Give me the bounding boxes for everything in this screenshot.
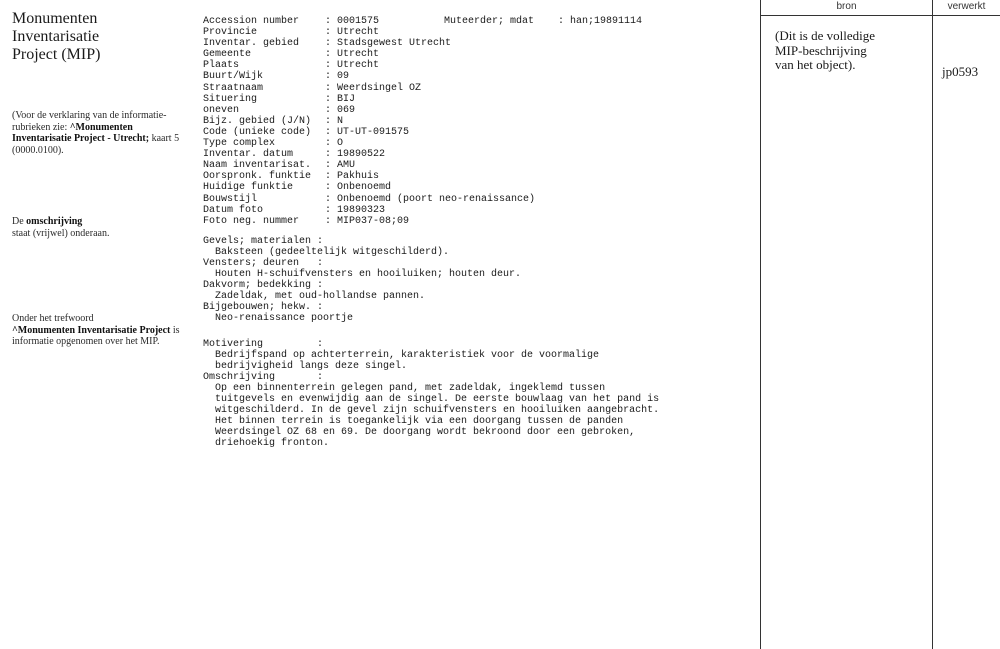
- field-value: : Onbenoemd (poort neo-renaissance): [325, 193, 536, 205]
- record-field-row: [203, 127, 753, 138]
- field-value: : N: [325, 115, 344, 127]
- note-keyword: omschrijving: [26, 216, 83, 227]
- field-label: Code (unieke code): [203, 126, 312, 138]
- note-reference: ^Monumenten Inventarisatie Project - Utrecht;: [12, 121, 150, 144]
- table-border-left: [760, 0, 761, 649]
- field-label: Situering: [203, 93, 258, 105]
- field-label: Foto neg. nummer: [203, 215, 300, 227]
- record-field-row: [203, 38, 753, 49]
- section-heading: Omschrijving :: [203, 371, 324, 383]
- record-field-row: [203, 171, 753, 182]
- omschrijving-line: witgeschilderd. In de gevel zijn schuifvensters en hooiluiken aangebracht.: [215, 405, 660, 417]
- omschrijving-line: Op een binnenterrein gelegen pand, met zadeldak, ingeklemd tussen: [215, 382, 606, 394]
- verwerkt-header: verwerkt: [947, 1, 986, 12]
- field-label: Straatnaam: [203, 82, 264, 94]
- note-trefwoord: [12, 313, 187, 348]
- omschrijving-line: Het binnen terrein is toegankelijk via een doorgang tussen de panden: [215, 416, 624, 428]
- field-label: Bouwstijl: [203, 193, 258, 205]
- section-heading: Motivering :: [203, 338, 324, 350]
- field-value: : Utrecht: [325, 49, 380, 61]
- field-label: Naam inventarisat.: [203, 160, 312, 172]
- field-value: : Utrecht: [325, 27, 380, 39]
- verwerkt-cell: jp0593: [942, 64, 979, 79]
- record-field-row: [203, 94, 753, 105]
- note-text: kaart 5 (0000.0100).: [12, 133, 180, 156]
- record-field-row: [203, 160, 753, 171]
- field-label: Huidige funktie: [203, 182, 294, 194]
- bron-line: van het object).: [775, 57, 856, 72]
- note-reference: ^Monumenten Inventarisatie Project: [12, 324, 171, 336]
- field-label: Bijz. gebied (J/N): [203, 115, 312, 127]
- record-field-row: [203, 182, 753, 193]
- note-text: De: [12, 216, 24, 227]
- field-value: : MIP037-08;09: [325, 215, 410, 227]
- record-field-row: [203, 205, 753, 216]
- field-label: Oorspronk. funktie: [203, 171, 312, 183]
- table-border-middle: [932, 0, 933, 649]
- field-value: : Pakhuis: [325, 171, 380, 183]
- field-label: Type complex: [203, 138, 276, 150]
- section-value: Baksteen (gedeeltelijk witgeschilderd).: [215, 246, 450, 258]
- record-field-row: [203, 116, 753, 127]
- field-label: Gemeente: [203, 49, 252, 61]
- record-field-row: [203, 149, 753, 160]
- field-value: : O: [325, 138, 344, 150]
- omschrijving-line: Weerdsingel OZ 68 en 69. De doorgang wordt bekroond door een gebroken,: [215, 427, 636, 439]
- record-field-row: [203, 138, 753, 149]
- field-value: : Weerdsingel OZ: [325, 82, 422, 94]
- bron-line: (Dit is de volledige: [775, 28, 876, 43]
- note-omschrijving: [12, 216, 187, 239]
- motivering-line: bedrijvigheid langs deze singel.: [215, 360, 408, 372]
- mip-record: [203, 16, 753, 449]
- title-line: Monumenten: [12, 10, 98, 27]
- table-header-rule: [760, 15, 1000, 16]
- field-value: : 09: [325, 71, 350, 83]
- field-value: : Utrecht: [325, 60, 380, 72]
- section-heading: Gevels; materialen :: [203, 235, 324, 247]
- record-field-row: [203, 60, 753, 71]
- note-text: staat (vrijwel) onderaan.: [12, 227, 110, 239]
- muteerder-field: Muteerder; mdat : han;19891114: [444, 16, 643, 27]
- field-label: oneven: [203, 104, 240, 116]
- section-heading: Dakvorm; bedekking :: [203, 280, 324, 292]
- record-field-row: [203, 83, 753, 94]
- note-verklaring: [12, 110, 187, 156]
- motivering-line: Bedrijfspand op achterterrein, karakteristiek voor de voormalige: [215, 349, 600, 361]
- field-label: Inventar. gebied: [203, 38, 300, 50]
- field-value: : BIJ: [325, 93, 356, 105]
- omschrijving-line: tuitgevels en evenwijdig aan de singel. De eerste bouwlaag van het pand is: [215, 394, 660, 405]
- section-heading: Vensters; deuren :: [203, 257, 324, 269]
- note-text: Onder het trefwoord: [12, 313, 94, 324]
- record-field-row: [203, 27, 753, 38]
- note-text: (Voor de verklaring van de informatie-rubrieken zie:: [12, 110, 167, 133]
- section-value: Houten H-schuifvensters en hooiluiken; houten deur.: [215, 269, 522, 281]
- sidebar: [12, 10, 187, 347]
- record-field-row: [203, 216, 753, 227]
- field-label: Datum foto: [203, 204, 264, 216]
- section-value: Zadeldak, met oud-hollandse pannen.: [215, 291, 426, 303]
- field-label: Provincie: [203, 27, 258, 39]
- field-value: : 0001575: [325, 16, 380, 27]
- sidebar-title: [12, 10, 187, 64]
- omschrijving-line: driehoekig fronton.: [215, 438, 330, 450]
- field-value: : UT-UT-091575: [325, 126, 410, 138]
- record-field-row: [203, 49, 753, 60]
- record-field-row: [203, 71, 753, 82]
- field-value: : Onbenoemd: [325, 182, 392, 194]
- field-value: : 19890323: [325, 204, 386, 216]
- record-fields: [203, 16, 753, 227]
- note-text: is informatie opgenomen over het MIP.: [12, 324, 180, 347]
- title-line: Inventarisatie: [12, 28, 100, 45]
- field-value: : 069: [325, 104, 356, 116]
- record-field-row: [203, 194, 753, 205]
- field-value: : Stadsgewest Utrecht: [325, 38, 452, 50]
- field-value: : 19890522: [325, 149, 386, 161]
- section-value: Neo-renaissance poortje: [215, 313, 354, 325]
- field-label: Inventar. datum: [203, 149, 294, 161]
- bron-line: MIP-beschrijving: [775, 42, 867, 58]
- record-field-row: [203, 105, 753, 116]
- field-label: Accession number: [203, 16, 300, 27]
- bron-cell: [775, 29, 925, 73]
- field-value: : AMU: [325, 160, 356, 172]
- section-heading: Bijgebouwen; hekw. :: [203, 302, 324, 314]
- field-label: Buurt/Wijk: [203, 71, 264, 83]
- title-line: Project (MIP): [12, 46, 101, 63]
- bron-header: bron: [836, 1, 857, 12]
- field-label: Plaats: [203, 60, 240, 72]
